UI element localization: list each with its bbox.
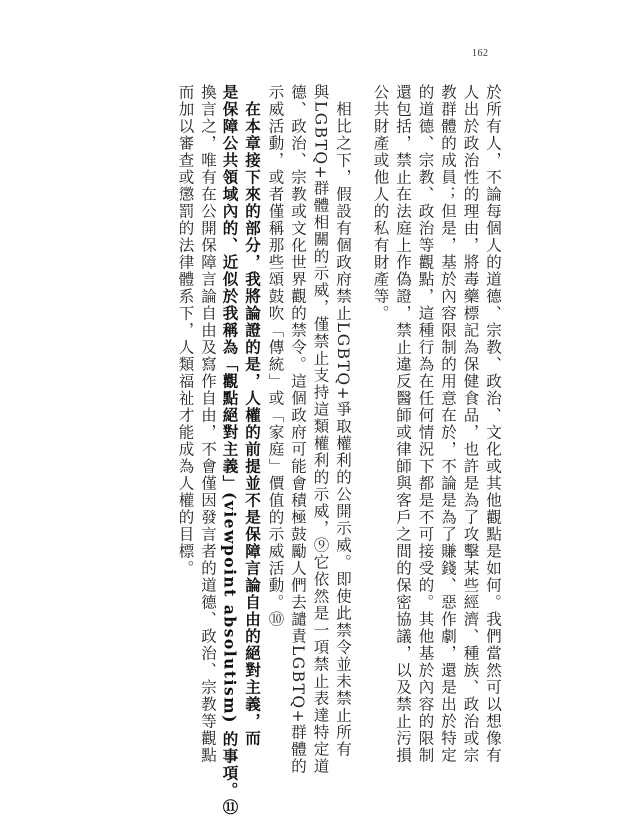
text-column: 的道德、宗教、政治等觀點，這種行為在任何情況下都是不可接受的。其他基於內容的限制 xyxy=(416,84,435,764)
text-column: 示威活動，或者僅稱那些頌鼓吹「傳統」或「家庭」價值的示威活動。⑩ xyxy=(266,84,285,628)
text-column: 是保障公共領域內的、近似於我稱為「觀點絕對主義」(viewpoint absolutism) 的事項。⑪ xyxy=(220,84,240,816)
page-number: 162 xyxy=(472,48,489,59)
body-text xyxy=(176,84,502,816)
text-column: 相比之下，假設有個政府禁止LGBTQ+爭取權利的公開示威。即使此禁令並未禁止所有 xyxy=(334,84,352,759)
text-column: 德、政治、宗教或文化世界觀的禁令。這個政府可能會積極鼓勵人們去譴責LGBTQ+群體的 xyxy=(289,84,307,776)
text-column: 還包括，禁止在法庭上作偽證，禁止違反醫師或律師與客戶之間的保密協議，以及禁止污損 xyxy=(394,84,412,764)
text-column: 與LGBTQ+群體相關的示威，僅禁止支持這類權利的示威，⑨它依然是一項禁止表達特定道 xyxy=(311,84,330,776)
paragraph-gap xyxy=(357,84,365,584)
text-column: 而加以審查或懲罰的法律體系下，人類福祉才能成為人權的目標。 xyxy=(176,84,195,577)
text-column: 公共財產或他人的私有財產等。 xyxy=(371,84,390,322)
text-column: 換言之，唯有在公開保障言論自由及寫作自由，不會僅因發言者的道德、政治、宗教等觀點 xyxy=(199,84,217,764)
text-column: 人出於政治性的理由，將毒藥標記為保健食品，也許是為了攻擊某些經濟、種族、政治或宗 xyxy=(461,84,480,764)
text-column: 教群體的成員；但是，基於內容限制的用意在於，不論是為了賺錢、惡作劇，還是出於特定 xyxy=(439,84,457,764)
text-column: 在本章接下來的部分，我將論證的是，人權的前提並不是保障言論自由的絕對主義，而 xyxy=(243,84,262,747)
text-column: 於所有人，不論每個人的道德、宗教、政治、文化或其他觀點是如何。我們當然可以想像有 xyxy=(484,84,502,764)
